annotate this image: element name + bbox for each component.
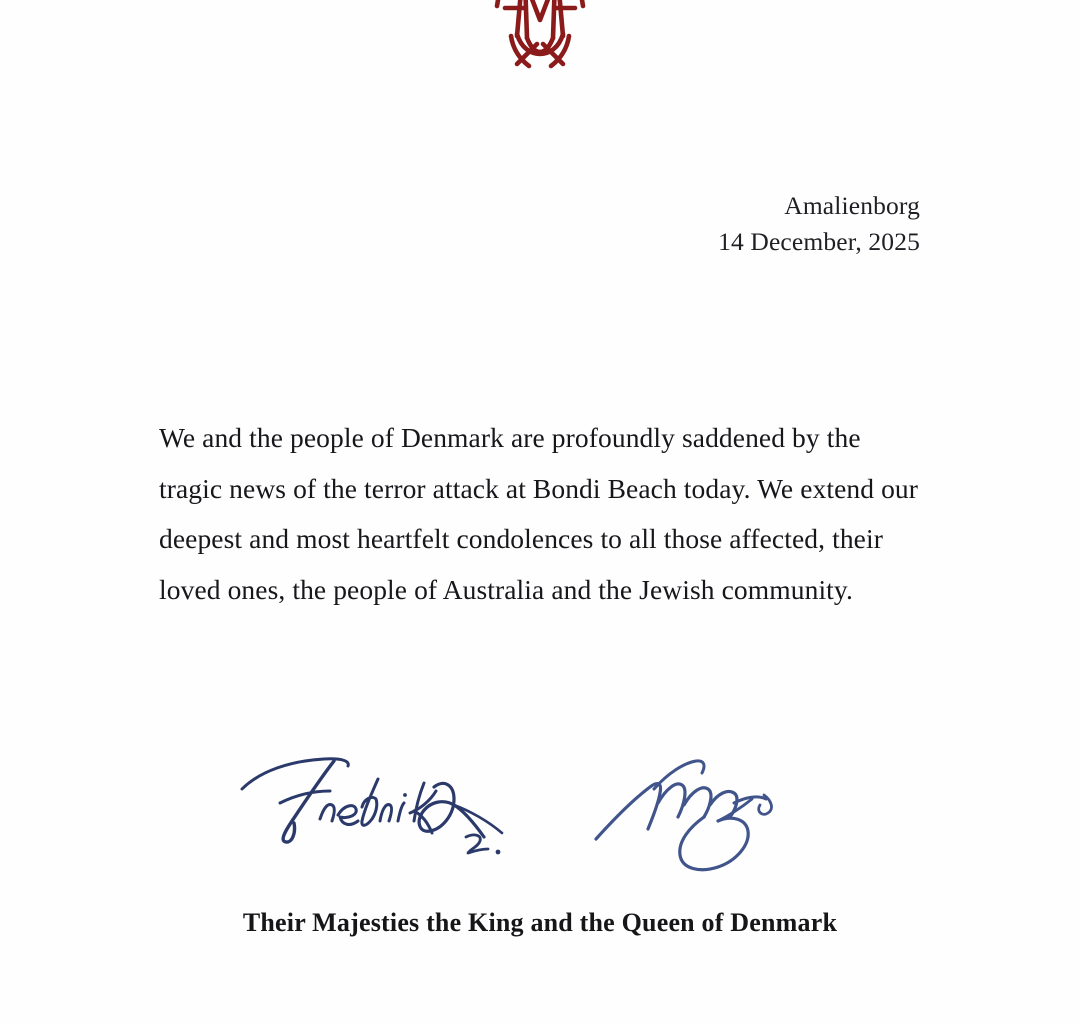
- body-line-1: We and the people of Denmark are profoundly saddened by the: [159, 422, 861, 453]
- signature-queen-mary: [592, 743, 807, 878]
- date-line: 14 December, 2025: [718, 226, 920, 256]
- place-date-block: [0, 188, 920, 259]
- signature-block: [0, 735, 1080, 885]
- body-line-3: deepest and most heartfelt condolences to all those affected, their: [159, 523, 883, 554]
- body-line-2: tragic news of the terror attack at Bondi Beach today. We extend our: [159, 472, 919, 504]
- signatories-caption: [0, 908, 1080, 938]
- royal-cypher-container: [0, 0, 1080, 72]
- letter-body: [159, 413, 929, 615]
- place-line: Amalienborg: [784, 191, 920, 220]
- body-line-4: loved ones, the people of Australia and the Jewish community.: [159, 573, 853, 605]
- signature-king-frederik: [238, 745, 528, 865]
- caption-text: Their Majesties the King and the Queen of Denmark: [242, 908, 838, 937]
- royal-cypher-fm-icon: [481, 0, 599, 72]
